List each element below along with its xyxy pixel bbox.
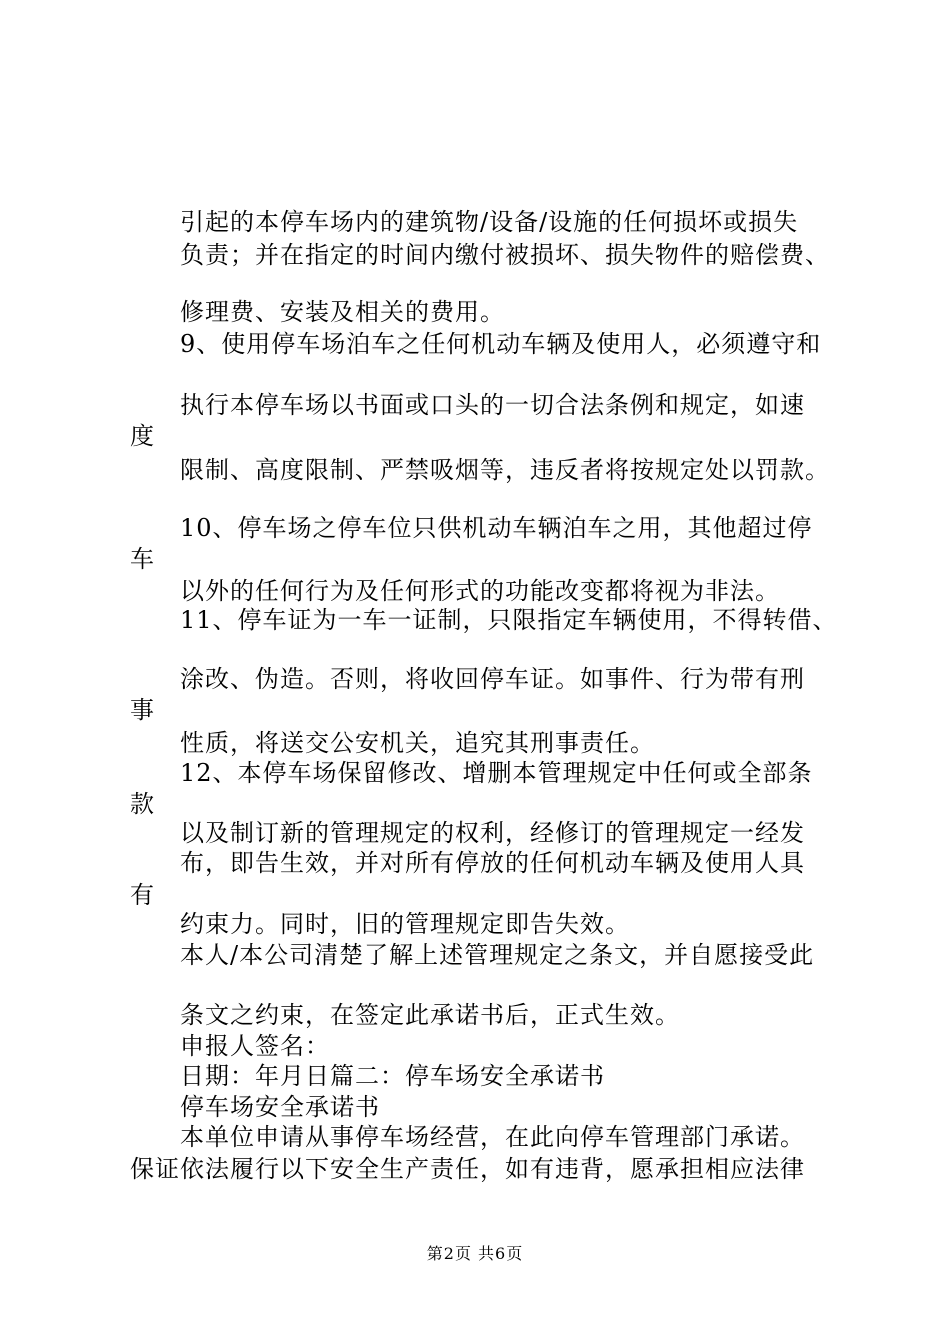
text-line-11: 11、停车证为一车一证制，只限指定车辆使用，不得转借、 bbox=[180, 606, 838, 634]
text-line-12: 涂改、伪造。否则，将收回停车证。如事件、行为带有刑 bbox=[180, 665, 805, 693]
text-line-8: 10、停车场之停车位只供机动车辆泊车之用，其他超过停 bbox=[180, 514, 813, 542]
text-line-1: 引起的本停车场内的建筑物/设备/设施的任何损坏或损失 bbox=[180, 208, 799, 236]
text-line-13: 事 bbox=[130, 696, 155, 724]
text-line-25: 停车场安全承诺书 bbox=[180, 1093, 380, 1121]
text-line-15: 12、本停车场保留修改、增删本管理规定中任何或全部条 bbox=[180, 759, 813, 787]
text-line-6: 度 bbox=[130, 422, 155, 450]
text-line-7: 限制、高度限制、严禁吸烟等，违反者将按规定处以罚款。 bbox=[180, 456, 830, 484]
text-line-27: 保证依法履行以下安全生产责任，如有违背，愿承担相应法律 bbox=[130, 1155, 805, 1183]
text-line-10: 以外的任何行为及任何形式的功能改变都将视为非法。 bbox=[180, 577, 780, 605]
text-line-24: 日期：年月日篇二：停车场安全承诺书 bbox=[180, 1062, 605, 1090]
text-line-5: 执行本停车场以书面或口头的一切合法条例和规定，如速 bbox=[180, 391, 805, 419]
text-line-16: 款 bbox=[130, 790, 155, 818]
text-line-17: 以及制订新的管理规定的权利，经修订的管理规定一经发 bbox=[180, 819, 805, 847]
text-line-21: 本人/本公司清楚了解上述管理规定之条文，并自愿接受此 bbox=[180, 941, 815, 969]
text-line-26: 本单位申请从事停车场经营，在此向停车管理部门承诺。 bbox=[180, 1123, 805, 1151]
text-line-2: 负责；并在指定的时间内缴付被损坏、损失物件的赔偿费、 bbox=[180, 241, 830, 269]
text-line-4: 9、使用停车场泊车之任何机动车辆及使用人，必须遵守和 bbox=[180, 330, 822, 358]
page-number-footer: 第2页 共6页 bbox=[426, 1244, 524, 1263]
text-line-14: 性质，将送交公安机关，追究其刑事责任。 bbox=[180, 729, 655, 757]
text-line-19: 有 bbox=[130, 881, 155, 909]
text-line-9: 车 bbox=[130, 545, 155, 573]
text-line-23: 申报人签名： bbox=[180, 1032, 330, 1060]
text-line-3: 修理费、安装及相关的费用。 bbox=[180, 298, 505, 326]
text-line-18: 布，即告生效，并对所有停放的任何机动车辆及使用人具 bbox=[180, 849, 805, 877]
text-line-22: 条文之约束，在签定此承诺书后，正式生效。 bbox=[180, 1001, 680, 1029]
text-line-20: 约束力。同时，旧的管理规定即告失效。 bbox=[180, 910, 630, 938]
